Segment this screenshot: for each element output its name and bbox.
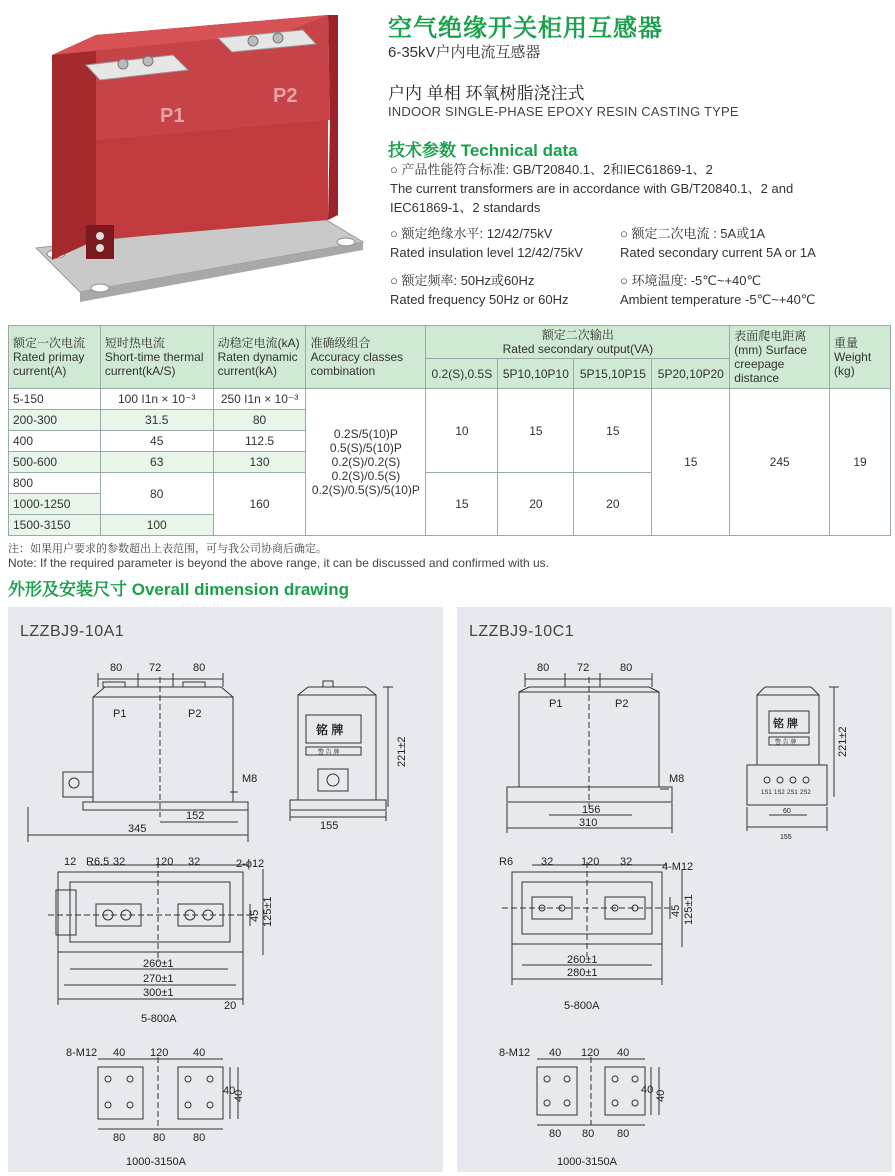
terminal-2s2: 2S2 <box>800 790 811 796</box>
header-output-4: 5P20,10P20 <box>652 359 730 389</box>
range-1000-3150: 1000-3150A <box>126 1156 186 1168</box>
header-secondary-output <box>426 326 730 359</box>
spec-standard-en-2: IEC61869-1、2 standards <box>390 200 541 215</box>
header-dynamic-current <box>213 326 306 389</box>
dim-top-1: 80 <box>537 662 550 674</box>
thermal-cell: 100 <box>100 515 213 536</box>
product-title: 空气绝缘开关柜用互感器 <box>388 15 663 42</box>
dim-small-120: 120 <box>150 1047 169 1059</box>
header-output-3: 5P15,10P15 <box>574 359 652 389</box>
dim-20: 20 <box>224 1000 237 1012</box>
dim-12: 12 <box>64 856 77 868</box>
dimension-heading: 外形及安装尺寸 Overall dimension drawing <box>8 580 349 599</box>
dim-155: 155 <box>320 820 339 832</box>
spec-secondary-en: Rated secondary current 5A or 1A <box>620 245 816 260</box>
spec-insulation-en: Rated insulation level 12/42/75kV <box>390 245 583 260</box>
header-accuracy-cn: 准确级组合 <box>310 336 371 350</box>
primary-cell: 800 <box>9 473 101 494</box>
dim-top-2: 72 <box>149 662 162 674</box>
dim-125: 125±1 <box>262 896 274 927</box>
output-upper-3: 15 <box>574 389 652 473</box>
label-p2: P2 <box>188 708 202 720</box>
dim-60: 60 <box>783 808 791 815</box>
dim-r6: R6 <box>499 856 514 868</box>
header-primary-en: Rated primay current(A) <box>13 350 85 378</box>
spec-frequency-cn: ○ 额定频率: 50Hz或60Hz <box>390 273 535 288</box>
dim-40-side-a: 40 <box>641 1084 654 1096</box>
header-output-2: 5P10,10P10 <box>498 359 574 389</box>
dim-40-side-b: 40 <box>655 1089 667 1102</box>
header-thermal-cn: 短时热电流 <box>104 336 165 350</box>
dim-small-40a: 40 <box>549 1047 562 1059</box>
primary-cell: 400 <box>9 431 101 452</box>
output-upper-1: 10 <box>426 389 498 473</box>
drawing-panel-10c1 <box>457 607 892 1172</box>
dim-small-120: 120 <box>581 1047 600 1059</box>
range-5-800: 5-800A <box>141 1013 177 1025</box>
dim-holes: 2-ϕ12 <box>236 858 265 870</box>
dim-45: 45 <box>670 904 682 917</box>
dim-bottom-80c: 80 <box>617 1128 630 1140</box>
header-output-cn: 额定二次输出 <box>541 328 614 342</box>
primary-cell: 1500-3150 <box>9 515 101 536</box>
photo-label-p2: P2 <box>273 85 298 107</box>
model-title: LZZBJ9-10C1 <box>469 623 575 640</box>
dim-120: 120 <box>155 856 174 868</box>
dim-152: 152 <box>186 810 205 822</box>
output-lower-1: 15 <box>426 473 498 536</box>
primary-cell: 1000-1250 <box>9 494 101 515</box>
header-output-en: Rated secondary output(VA) <box>502 342 654 356</box>
type-chinese: 户内 单相 环氧树脂浇注式 <box>388 84 585 103</box>
dynamic-cell: 160 <box>213 473 306 536</box>
dynamic-cell: 250 I1n × 10⁻³ <box>213 389 306 410</box>
warning-label: 警 告 牌 <box>318 750 340 756</box>
dim-top-3: 80 <box>193 662 206 674</box>
label-p2: P2 <box>615 698 629 710</box>
header-weight <box>830 326 891 389</box>
accuracy-line: 0.2(S)/0.5(S) <box>331 469 401 483</box>
dim-280: 280±1 <box>567 967 598 979</box>
dim-r65: R6.5 <box>86 856 110 868</box>
header-output-1: 0.2(S),0.5S <box>426 359 498 389</box>
dim-300: 300±1 <box>143 987 174 999</box>
thermal-cell: 31.5 <box>100 410 213 431</box>
dim-260: 260±1 <box>143 958 174 970</box>
dim-345: 345 <box>128 823 147 835</box>
dim-120: 120 <box>581 856 600 868</box>
drawing-panel-10a1 <box>8 607 443 1172</box>
output-upper-2: 15 <box>498 389 574 473</box>
spec-insulation-cn: ○ 额定绝缘水平: 12/42/75kV <box>390 226 553 241</box>
label-p1: P1 <box>549 698 563 710</box>
terminal-2s1: 2S1 <box>787 790 798 796</box>
model-title: LZZBJ9-10A1 <box>20 623 125 640</box>
dim-32a: 32 <box>541 856 554 868</box>
nameplate-label: 铭 牌 <box>773 718 799 730</box>
dynamic-cell: 80 <box>213 410 306 431</box>
product-photo <box>28 10 368 310</box>
dimension-drawing-10a1 <box>8 607 443 1172</box>
dynamic-cell: 112.5 <box>213 431 306 452</box>
dim-bottom-80b: 80 <box>153 1132 166 1144</box>
header-primary-current <box>9 326 101 389</box>
label-p1: P1 <box>113 708 127 720</box>
header-accuracy-en: Accuracy classes combination <box>310 350 404 378</box>
note-english: Note: If the required parameter is beyond the above range, it can be discussed and confirmed with us. <box>8 556 549 570</box>
output-lower-2: 20 <box>498 473 574 536</box>
accuracy-line: 0.5(S)/5(10)P <box>329 441 402 455</box>
accuracy-line: 0.2S/5(10)P <box>333 427 398 441</box>
spec-standard-en-1: The current transformers are in accordance with GB/T20840.1、2 and <box>390 181 794 196</box>
dim-holes: 4-M12 <box>662 861 694 873</box>
dim-bottom-80a: 80 <box>549 1128 562 1140</box>
dim-155: 155 <box>780 834 792 841</box>
output-lower-3: 20 <box>574 473 652 536</box>
terminal-1s1: 1S1 <box>761 790 772 796</box>
weight-cell: 19 <box>830 389 891 536</box>
dim-bottom-80b: 80 <box>582 1128 595 1140</box>
dim-270: 270±1 <box>143 973 174 985</box>
dim-small-40a: 40 <box>113 1047 126 1059</box>
primary-cell: 5-150 <box>9 389 101 410</box>
header-primary-cn: 额定一次电流 <box>13 336 86 350</box>
header-thermal-en: Short-time thermal current(kA/S) <box>104 350 204 378</box>
header-dynamic-en: Raten dynamic current(kA) <box>217 350 298 378</box>
primary-cell: 200-300 <box>9 410 101 431</box>
spec-frequency-en: Rated frequency 50Hz or 60Hz <box>390 292 569 307</box>
header-weight-en: Weight (kg) <box>834 350 872 378</box>
creepage-cell: 245 <box>730 389 830 536</box>
header-accuracy <box>306 326 426 389</box>
header-thermal-current <box>100 326 213 389</box>
terminal-1s2: 1S2 <box>774 790 785 796</box>
header-dynamic-cn: 动稳定电流(kA) <box>217 336 300 350</box>
dim-bottom-80a: 80 <box>113 1132 126 1144</box>
dim-top-3: 80 <box>620 662 633 674</box>
dim-40-side-a: 40 <box>223 1085 236 1097</box>
nameplate-label: 铭 牌 <box>316 723 344 737</box>
dim-32b: 32 <box>620 856 633 868</box>
dim-top-1: 80 <box>110 662 123 674</box>
dim-8m12: 8-M12 <box>66 1047 98 1059</box>
range-5-800: 5-800A <box>564 1000 600 1012</box>
thermal-cell: 80 <box>100 473 213 515</box>
dim-125: 125±1 <box>683 894 695 925</box>
label-m8: M8 <box>242 773 258 785</box>
accuracy-line: 0.2(S)/0.5(S)/5(10)P <box>311 483 420 497</box>
dim-260: 260±1 <box>567 954 598 966</box>
type-english: INDOOR SINGLE-PHASE EPOXY RESIN CASTING TYPE <box>388 104 739 119</box>
dim-45: 45 <box>249 909 261 922</box>
product-subtitle: 6-35kV户内电流互感器 <box>388 44 541 61</box>
dim-top-2: 72 <box>577 662 590 674</box>
dim-32a: 32 <box>113 856 126 868</box>
warning-label: 警 告 牌 <box>775 740 797 746</box>
range-1000-3150: 1000-3150A <box>557 1156 617 1168</box>
dim-221: 221±2 <box>837 726 849 757</box>
technical-data-heading: 技术参数 Technical data <box>388 141 578 160</box>
thermal-cell: 63 <box>100 452 213 473</box>
output-4-cell: 15 <box>652 389 730 536</box>
header-creepage: 表面爬电距离 (mm) Surface creepage distance <box>730 326 830 389</box>
header-weight-cn: 重量 <box>834 336 859 350</box>
dim-221: 221±2 <box>396 736 408 767</box>
thermal-cell: 100 I1n × 10⁻³ <box>100 389 213 410</box>
label-m8: M8 <box>669 773 685 785</box>
spec-standard-cn: ○ 产品性能符合标准: GB/T20840.1、2和IEC61869-1、2 <box>390 162 713 177</box>
primary-cell: 500-600 <box>9 452 101 473</box>
dimension-drawing-10c1 <box>457 607 892 1172</box>
technical-data-table <box>8 325 891 536</box>
dim-310: 310 <box>579 817 598 829</box>
dim-small-40b: 40 <box>193 1047 206 1059</box>
photo-label-p1: P1 <box>160 105 185 127</box>
dim-8m12: 8-M12 <box>499 1047 531 1059</box>
spec-secondary-cn: ○ 额定二次电流 : 5A或1A <box>620 226 766 241</box>
note-chinese: 注：如果用户要求的参数超出上表范围，可与我公司协商后确定。 <box>8 543 327 555</box>
dim-small-40b: 40 <box>617 1047 630 1059</box>
dim-156: 156 <box>582 804 601 816</box>
dynamic-cell: 130 <box>213 452 306 473</box>
spec-temperature-en: Ambient temperature -5℃~+40℃ <box>620 292 816 307</box>
thermal-cell: 45 <box>100 431 213 452</box>
dim-32b: 32 <box>188 856 201 868</box>
accuracy-cell <box>306 389 426 536</box>
accuracy-line: 0.2(S)/0.2(S) <box>331 455 401 469</box>
dim-bottom-80c: 80 <box>193 1132 206 1144</box>
spec-temperature-cn: ○ 环境温度: -5℃~+40℃ <box>620 273 762 288</box>
dim-40-side-b: 40 <box>233 1089 245 1102</box>
